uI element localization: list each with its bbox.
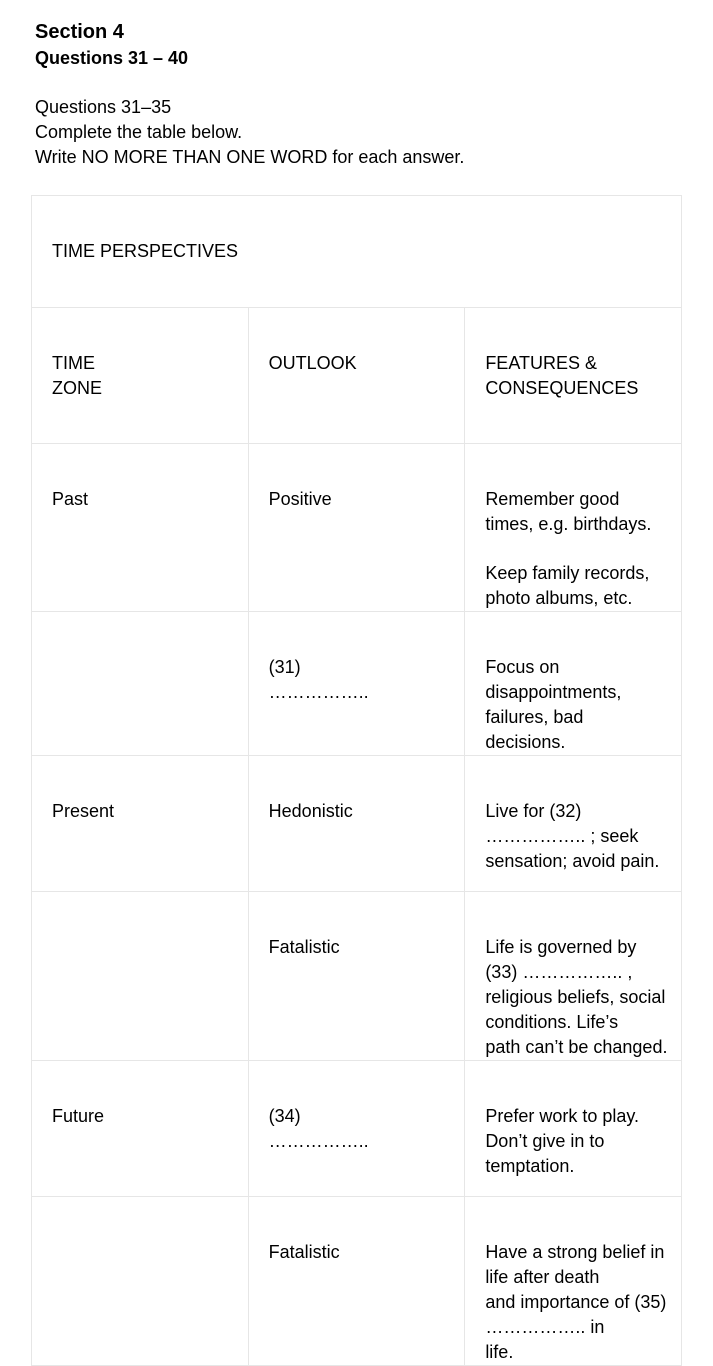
- cell-outlook: Positive: [248, 444, 465, 612]
- table-row: [32, 1061, 682, 1197]
- table-row: [32, 892, 682, 1061]
- features-line: Keep family records, photo albums, etc.: [485, 563, 650, 608]
- cell-zone: Future: [32, 1061, 249, 1197]
- table-row: [32, 444, 682, 612]
- cell-features-answer-32: [465, 756, 682, 892]
- answer-blank: ……………..: [268, 1131, 369, 1151]
- cell-zone: Past: [32, 444, 249, 612]
- cell-features: [465, 612, 682, 756]
- features-line: decisions.: [485, 732, 566, 752]
- table-row: [32, 612, 682, 756]
- header-time-zone-line-2: ZONE: [52, 378, 103, 398]
- instructions-range: Questions 31–35: [35, 97, 172, 117]
- cell-outlook-answer-31: [248, 612, 465, 756]
- time-perspectives-table: [31, 195, 682, 1366]
- cell-outlook: Fatalistic: [248, 1197, 465, 1366]
- features-line: religious beliefs, social conditions. Life’s: [485, 987, 666, 1032]
- cell-outlook: Hedonistic: [248, 756, 465, 892]
- cell-zone: Present: [32, 756, 249, 892]
- table-row: [32, 756, 682, 892]
- features-line: sensation; avoid pain.: [485, 851, 660, 871]
- features-line: and importance of (35) …………….. in: [485, 1292, 667, 1337]
- header-outlook: OUTLOOK: [248, 308, 465, 444]
- features-line: life.: [485, 1342, 514, 1362]
- answer-blank: ……………..: [268, 682, 369, 702]
- table-caption: TIME PERSPECTIVES: [32, 196, 682, 308]
- cell-outlook-answer-34: [248, 1061, 465, 1197]
- cell-features-answer-33: [465, 892, 682, 1061]
- cell-zone: [32, 612, 249, 756]
- header-features: FEATURES & CONSEQUENCES: [465, 308, 682, 444]
- features-line: Focus on disappointments, failures, bad: [485, 657, 622, 727]
- section-heading: [35, 19, 188, 71]
- features-line: Have a strong belief in life after death: [485, 1242, 665, 1287]
- table-header-row: [32, 308, 682, 444]
- question-number: (34): [268, 1106, 301, 1126]
- features-line: Prefer work to play. Don’t give in to: [485, 1106, 640, 1151]
- features-line: Live for (32) …………….. ; seek: [485, 801, 639, 846]
- features-line: Remember good times, e.g. birthdays.: [485, 489, 652, 534]
- table-row: [32, 1197, 682, 1366]
- features-line: path can’t be changed.: [485, 1037, 668, 1057]
- cell-features-answer-35: [465, 1197, 682, 1366]
- question-number: (31): [268, 657, 301, 677]
- header-time-zone: [32, 308, 249, 444]
- cell-zone: [32, 892, 249, 1061]
- table-caption-row: [32, 196, 682, 308]
- instructions: [35, 95, 464, 170]
- section-title: Section 4: [35, 21, 124, 43]
- header-time-zone-line-1: TIME: [52, 353, 95, 373]
- features-line: temptation.: [485, 1156, 575, 1176]
- questions-range-title: Questions 31 – 40: [35, 48, 189, 68]
- cell-features: [465, 444, 682, 612]
- cell-features: [465, 1061, 682, 1197]
- instructions-limit: Write NO MORE THAN ONE WORD for each answer.: [35, 147, 465, 167]
- features-line: Life is governed by (33) …………….. ,: [485, 937, 637, 982]
- instructions-task: Complete the table below.: [35, 122, 243, 142]
- cell-outlook: Fatalistic: [248, 892, 465, 1061]
- cell-zone: [32, 1197, 249, 1366]
